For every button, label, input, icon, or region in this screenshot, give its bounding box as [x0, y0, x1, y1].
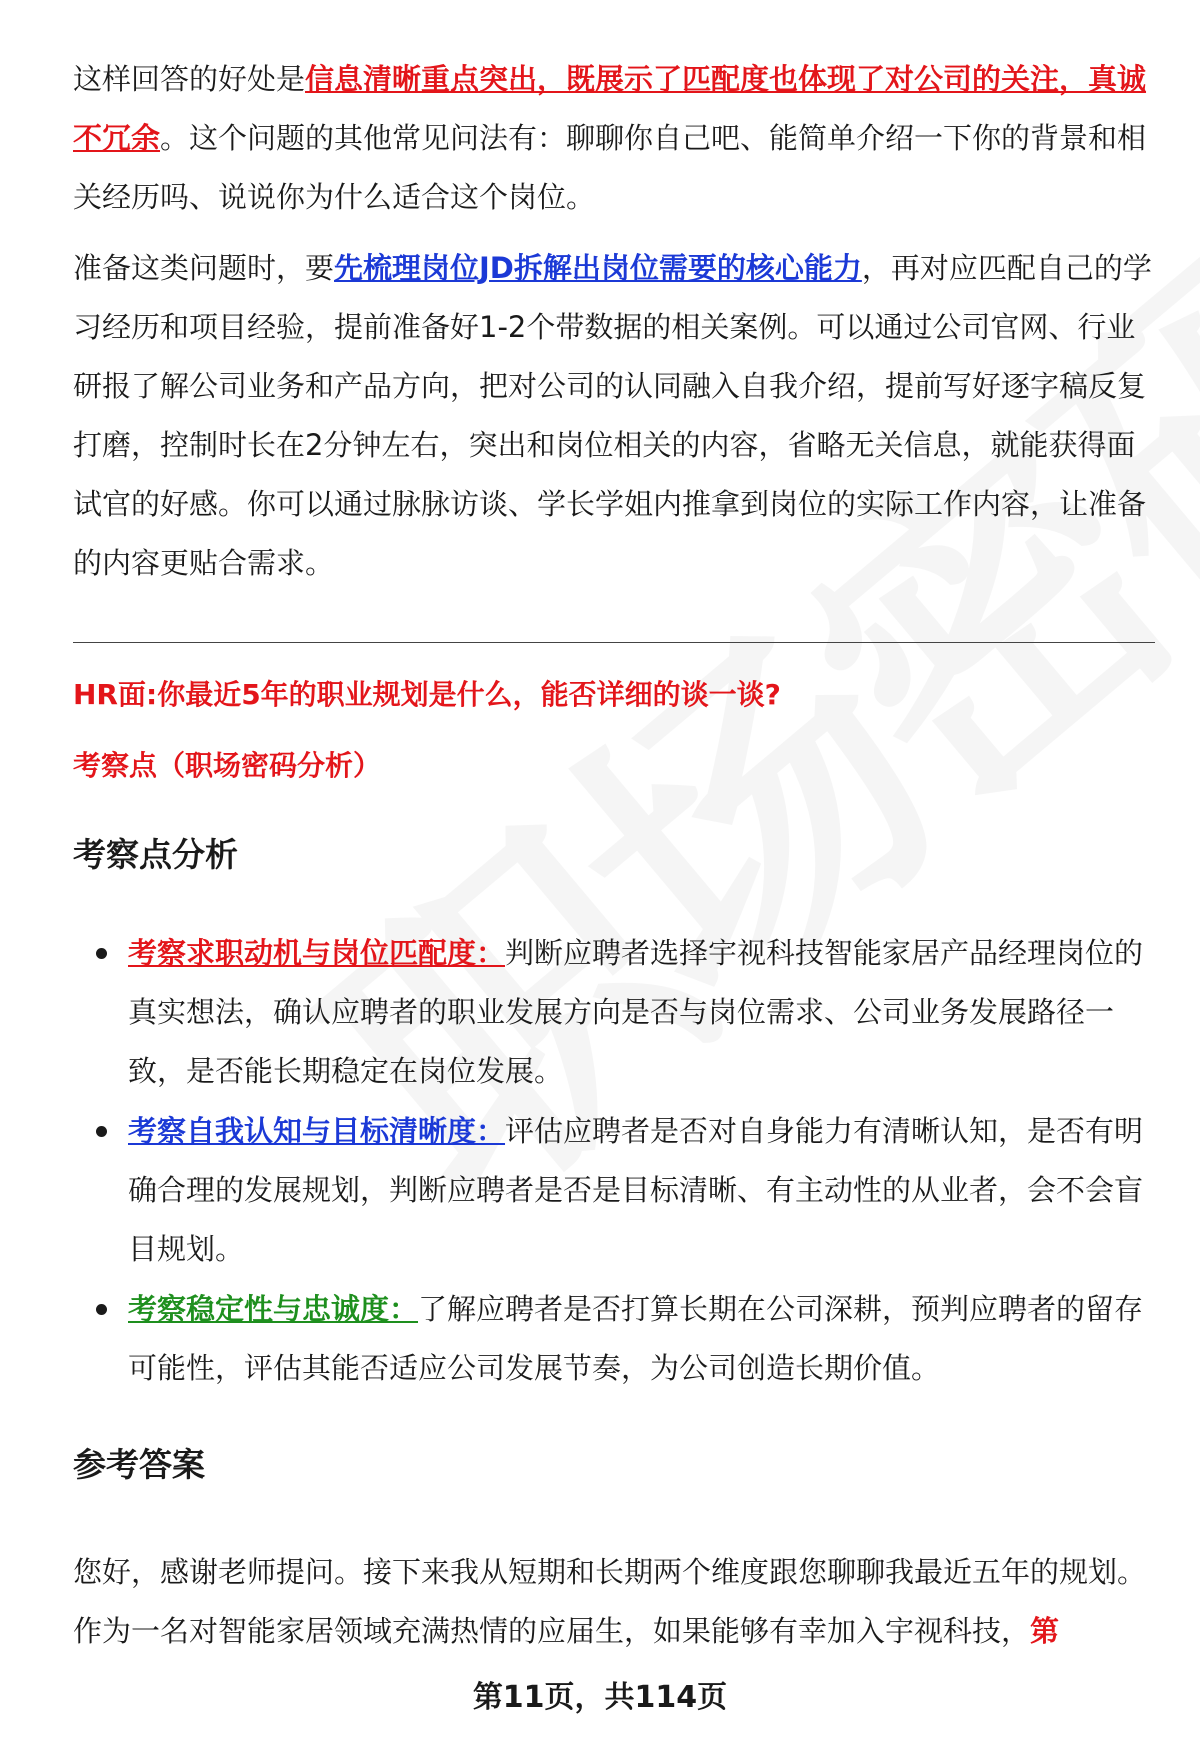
analysis-item-text: 评估应聘者是否对自身能力有清晰认知，是否有明确合理的发展规划，判断应聘者是否是目标清晰、有主动性的从业者，会不会盲目规划。 [128, 1114, 1144, 1266]
intro-p2-lead: 准备这类问题时，要 [73, 251, 335, 285]
intro-p1-lead: 这样回答的好处是 [73, 62, 306, 96]
answer-highlight: 第 [1030, 1614, 1060, 1648]
intro-paragraph-2 [73, 239, 1153, 593]
answer-text: 您好，感谢老师提问。接下来我从短期和长期两个维度跟您聊聊我最近五年的规划。作为一名对智能家居领域充满热情的应届生，如果能够有幸加入宇视科技， [73, 1555, 1147, 1648]
answer-paragraph [73, 1543, 1153, 1661]
answer-heading: 参考答案 [73, 1445, 205, 1484]
intro-p2-highlight: 先梳理岗位JD拆解出岗位需要的核心能力 [334, 251, 862, 285]
bullet-icon [96, 948, 107, 959]
question-subtitle: 考察点（职场密码分析） [73, 749, 382, 782]
intro-paragraph-1 [73, 50, 1153, 227]
bullet-icon [96, 1126, 107, 1137]
intro-p1-tail: 。这个问题的其他常见问法有：聊聊你自己吧、能简单介绍一下你的背景和相关经历吗、说说你为什么适合这个岗位。 [73, 121, 1147, 214]
intro-p2-tail: ，再对应匹配自己的学习经历和项目经验，提前准备好1-2个带数据的相关案例。可以通过公司官网、行业研报了解公司业务和产品方向，把对公司的认同融入自我介绍，提前写好逐字稿反复打磨，控制时长在2分钟左右，突出和岗位相关的内容，省略无关信息，就能获得面试官的好感。你可以通过脉脉访谈、学长学姐内推拿到岗位的实际工作内容，让准备的内容更贴合需求。 [73, 251, 1152, 580]
list-item [73, 1102, 1155, 1279]
analysis-item-label: 考察求职动机与岗位匹配度： [128, 936, 506, 970]
page-number: 第11页，共114页 [472, 1680, 728, 1715]
analysis-item-label: 考察稳定性与忠诚度： [128, 1292, 419, 1326]
analysis-heading: 考察点分析 [73, 835, 238, 874]
section-divider [73, 642, 1155, 643]
list-item [73, 1280, 1155, 1398]
list-item [73, 924, 1155, 1101]
analysis-item-text: 判断应聘者选择宇视科技智能家居产品经理岗位的真实想法，确认应聘者的职业发展方向是否与岗位需求、公司业务发展路径一致，是否能长期稳定在岗位发展。 [128, 936, 1144, 1088]
analysis-item-text: 了解应聘者是否打算长期在公司深耕，预判应聘者的留存可能性，评估其能否适应公司发展节奏，为公司创造长期价值。 [128, 1292, 1144, 1385]
intro-p1-highlight: 信息清晰重点突出，既展示了匹配度也体现了对公司的关注，真诚不冗余 [73, 62, 1147, 155]
analysis-list [73, 924, 1155, 1399]
analysis-item-label: 考察自我认知与目标清晰度： [128, 1114, 506, 1148]
bullet-icon [96, 1304, 107, 1315]
question-title: HR面:你最近5年的职业规划是什么，能否详细的谈一谈? [73, 678, 781, 711]
